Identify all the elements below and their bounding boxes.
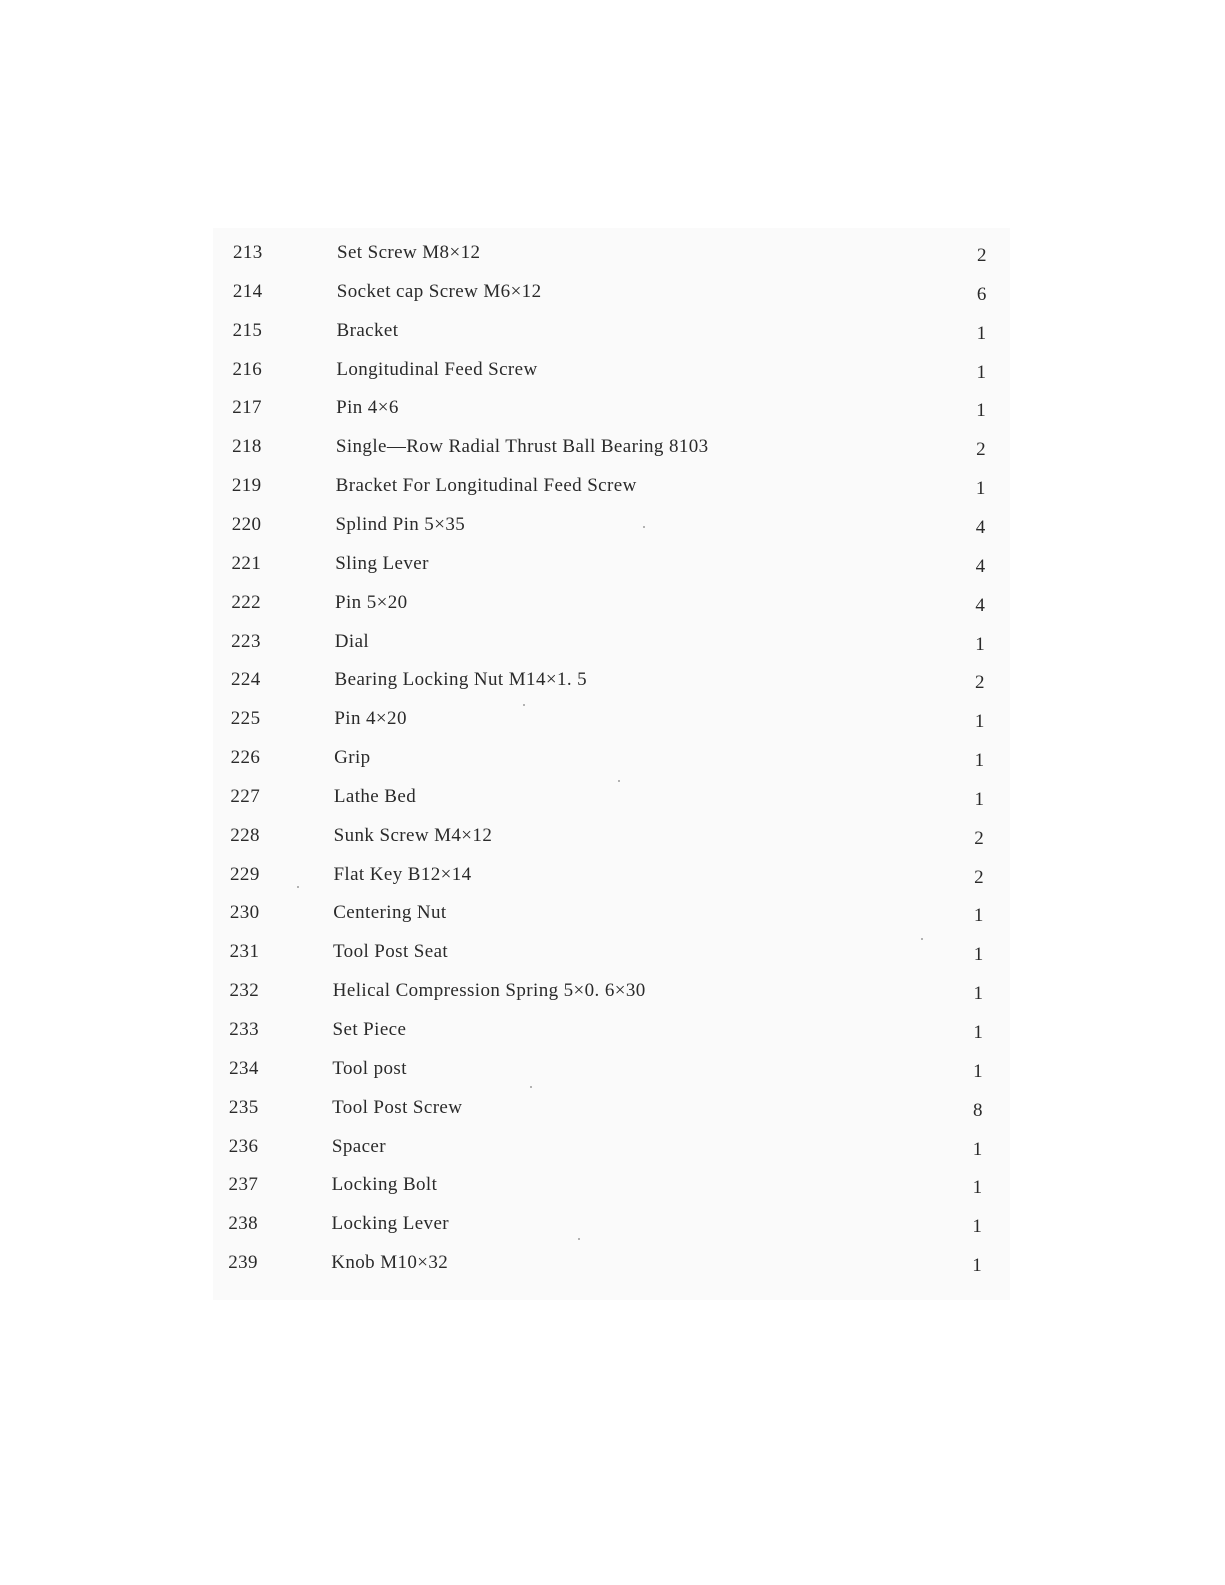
part-quantity: 4 (975, 555, 986, 577)
part-quantity: 1 (976, 400, 987, 422)
scan-speck (297, 886, 299, 888)
part-quantity: 8 (972, 1099, 983, 1121)
part-row (213, 704, 1010, 734)
part-quantity: 1 (973, 944, 984, 966)
part-quantity: 2 (974, 866, 984, 888)
part-name: Grip (334, 747, 371, 769)
part-name: Tool Post Seat (333, 941, 449, 963)
part-name: Lathe Bed (333, 785, 417, 807)
part-name: Dial (334, 630, 370, 652)
part-quantity: 1 (973, 905, 984, 927)
part-name: Locking Bolt (331, 1174, 438, 1196)
part-number: 237 (228, 1174, 259, 1196)
part-row (213, 976, 1010, 1006)
part-row (213, 238, 1010, 268)
part-quantity: 1 (972, 1138, 983, 1160)
part-row (213, 782, 1010, 812)
part-name: Locking Lever (331, 1213, 450, 1235)
part-name: Bearing Locking Nut M14×1. 5 (334, 669, 588, 691)
part-number: 219 (231, 475, 262, 497)
part-quantity: 6 (976, 283, 987, 305)
part-number: 230 (229, 902, 260, 924)
part-number: 224 (230, 669, 261, 691)
part-number: 225 (230, 708, 261, 730)
part-row (213, 743, 1010, 773)
part-row (213, 1054, 1010, 1084)
part-name: Spacer (331, 1135, 386, 1157)
part-name: Set Screw M8×12 (337, 242, 481, 263)
part-row (213, 821, 1010, 851)
scan-speck (530, 1086, 532, 1088)
part-row (213, 316, 1010, 346)
part-row (213, 1209, 1010, 1239)
part-name: Sling Lever (335, 552, 429, 574)
part-name: Pin 4×6 (336, 397, 399, 419)
part-name: Set Piece (332, 1019, 407, 1040)
scan-speck (523, 704, 525, 706)
part-number: 221 (231, 552, 262, 574)
part-row (213, 471, 1010, 501)
part-name: Pin 4×20 (334, 708, 407, 730)
parts-list (213, 228, 1010, 1300)
part-number: 239 (228, 1252, 258, 1274)
part-quantity: 1 (972, 1216, 983, 1238)
part-row (213, 937, 1010, 967)
part-row (213, 665, 1010, 695)
part-row (213, 1093, 1010, 1123)
part-name: Knob M10×32 (331, 1252, 449, 1274)
part-row (213, 588, 1010, 618)
part-number: 228 (230, 824, 260, 846)
part-name: Tool Post Screw (332, 1096, 463, 1118)
part-quantity: 1 (972, 1255, 983, 1277)
part-name: Pin 5×20 (335, 591, 408, 613)
part-row (213, 549, 1010, 579)
part-quantity: 1 (976, 322, 987, 344)
part-row (213, 1132, 1010, 1162)
part-row (213, 1170, 1010, 1200)
part-quantity: 1 (973, 983, 984, 1005)
part-name: Socket cap Screw M6×12 (336, 280, 542, 302)
scan-speck (618, 780, 620, 782)
part-name: Single—Row Radial Thrust Ball Bearing 8103 (335, 436, 709, 458)
part-name: Flat Key B12×14 (333, 863, 472, 885)
part-quantity: 1 (975, 633, 986, 655)
part-row (213, 627, 1010, 657)
part-name: Sunk Screw M4×12 (333, 824, 493, 846)
part-quantity: 2 (977, 245, 987, 266)
part-number: 233 (229, 1019, 259, 1040)
part-number: 216 (232, 358, 263, 380)
part-row (213, 898, 1010, 928)
part-row (213, 432, 1010, 462)
part-quantity: 1 (972, 1177, 983, 1199)
part-name: Bracket For Longitudinal Feed Screw (335, 475, 637, 497)
part-quantity: 2 (976, 439, 987, 461)
part-number: 223 (231, 630, 261, 652)
part-quantity: 4 (975, 516, 986, 538)
part-name: Bracket (336, 319, 399, 341)
part-number: 220 (231, 513, 262, 535)
scan-speck (921, 938, 923, 940)
part-number: 235 (228, 1096, 259, 1118)
part-row (213, 393, 1010, 423)
part-number: 213 (233, 242, 263, 263)
part-row (213, 1248, 1010, 1278)
part-number: 214 (232, 280, 263, 302)
scan-speck (643, 526, 645, 528)
part-quantity: 1 (975, 478, 986, 500)
part-quantity: 2 (975, 672, 985, 694)
part-number: 222 (231, 591, 262, 613)
part-row (213, 1015, 1010, 1045)
part-quantity: 1 (974, 750, 985, 772)
part-name: Longitudinal Feed Screw (336, 358, 538, 380)
part-row (213, 277, 1010, 307)
part-name: Centering Nut (333, 902, 447, 924)
part-name: Helical Compression Spring 5×0. 6×30 (332, 980, 646, 1002)
part-number: 215 (232, 319, 263, 341)
part-number: 217 (232, 397, 262, 419)
part-quantity: 1 (974, 711, 985, 733)
part-quantity: 1 (973, 1060, 984, 1082)
part-quantity: 1 (974, 788, 985, 810)
part-row (213, 355, 1010, 385)
scan-speck (578, 1238, 580, 1240)
part-number: 234 (229, 1057, 259, 1079)
part-quantity: 1 (973, 1022, 984, 1043)
part-number: 226 (230, 747, 261, 769)
scanned-page (213, 228, 1010, 1300)
part-number: 229 (230, 863, 260, 885)
part-row (213, 510, 1010, 540)
part-row (213, 860, 1010, 890)
part-number: 218 (232, 436, 262, 458)
part-number: 227 (230, 785, 261, 807)
part-number: 231 (229, 941, 260, 963)
part-quantity: 2 (974, 827, 985, 849)
part-number: 232 (229, 980, 260, 1002)
part-number: 238 (228, 1213, 259, 1235)
part-number: 236 (228, 1135, 259, 1157)
part-quantity: 1 (976, 361, 987, 383)
part-name: Splind Pin 5×35 (335, 513, 466, 535)
part-name: Tool post (332, 1057, 407, 1079)
part-quantity: 4 (975, 594, 986, 616)
